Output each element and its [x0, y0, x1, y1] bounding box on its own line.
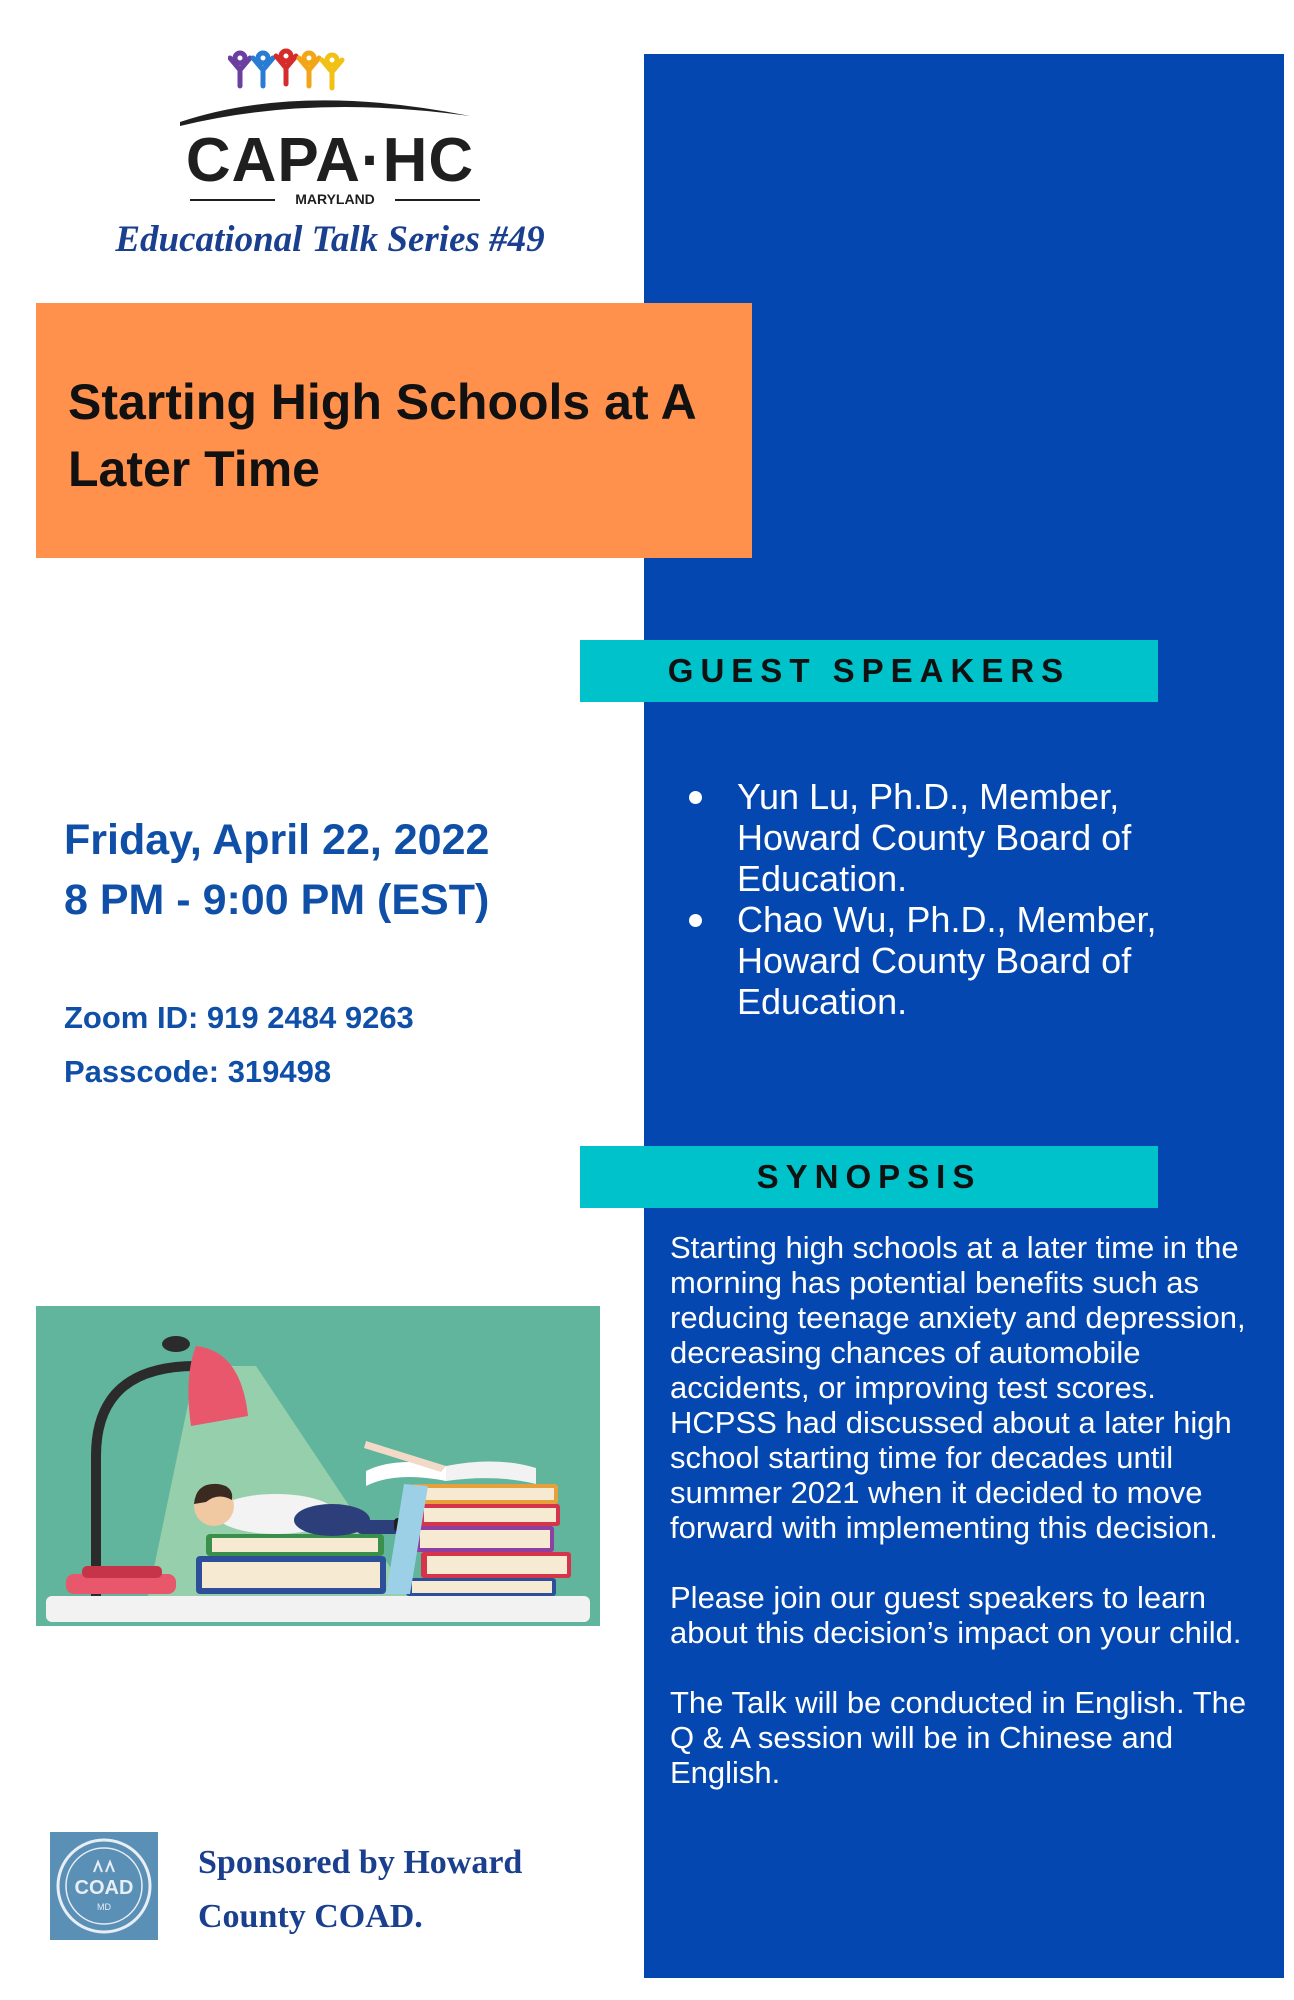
logo-rule-right	[395, 199, 480, 201]
synopsis-paragraph: Starting high schools at a later time in the morning has potential benefits such as reducing teenage anxiety and depression, decreasing chances of automobile accidents, or improving test scores. HCPSS had discussed about a later high school starting time for decades until summer 2021 when it decided to move forward with implementing this decision.	[670, 1230, 1246, 1545]
bullet-icon	[689, 791, 702, 804]
list-item	[680, 899, 1160, 1022]
people-icon	[228, 48, 368, 93]
event-title: Starting High Schools at A Later Time	[68, 374, 695, 497]
zoom-id: Zoom ID: 919 2484 9263	[64, 1000, 414, 1035]
speaker-name: Chao Wu, Ph.D., Member, Howard County Board of Education.	[737, 899, 1157, 1022]
event-date: Friday, April 22, 2022	[64, 816, 490, 864]
synopsis-heading: SYNOPSIS	[580, 1146, 1158, 1208]
coad-seal-logo	[50, 1832, 158, 1940]
title-banner	[36, 303, 752, 558]
synopsis-paragraph: The Talk will be conducted in English. The Q & A session will be in Chinese and English.	[670, 1685, 1247, 1790]
list-item	[680, 776, 1160, 899]
logo-wordmark: CAPA·HC	[185, 126, 475, 195]
series-title: Educational Talk Series #49	[115, 219, 545, 260]
logo-swoosh	[180, 88, 480, 128]
coad-badge-text: COAD	[74, 1877, 134, 1899]
speakers-list	[680, 776, 1160, 1022]
zoom-passcode: Passcode: 319498	[64, 1054, 332, 1089]
event-time: 8 PM - 9:00 PM (EST)	[64, 876, 490, 924]
bullet-icon	[689, 914, 702, 927]
coad-badge-subtext: MD	[97, 1902, 111, 1912]
sleeping-student-illustration	[36, 1306, 600, 1626]
guest-speakers-heading: GUEST SPEAKERS	[580, 640, 1158, 702]
synopsis-paragraph: Please join our guest speakers to learn about this decision’s impact on your child.	[670, 1580, 1242, 1650]
speaker-name: Yun Lu, Ph.D., Member, Howard County Board of Education.	[737, 776, 1132, 899]
capa-hc-logo	[180, 48, 500, 208]
sponsor-text: Sponsored by Howard County COAD.	[198, 1844, 523, 1935]
logo-subtitle: MARYLAND	[295, 191, 375, 207]
synopsis-body	[670, 1230, 1250, 1825]
